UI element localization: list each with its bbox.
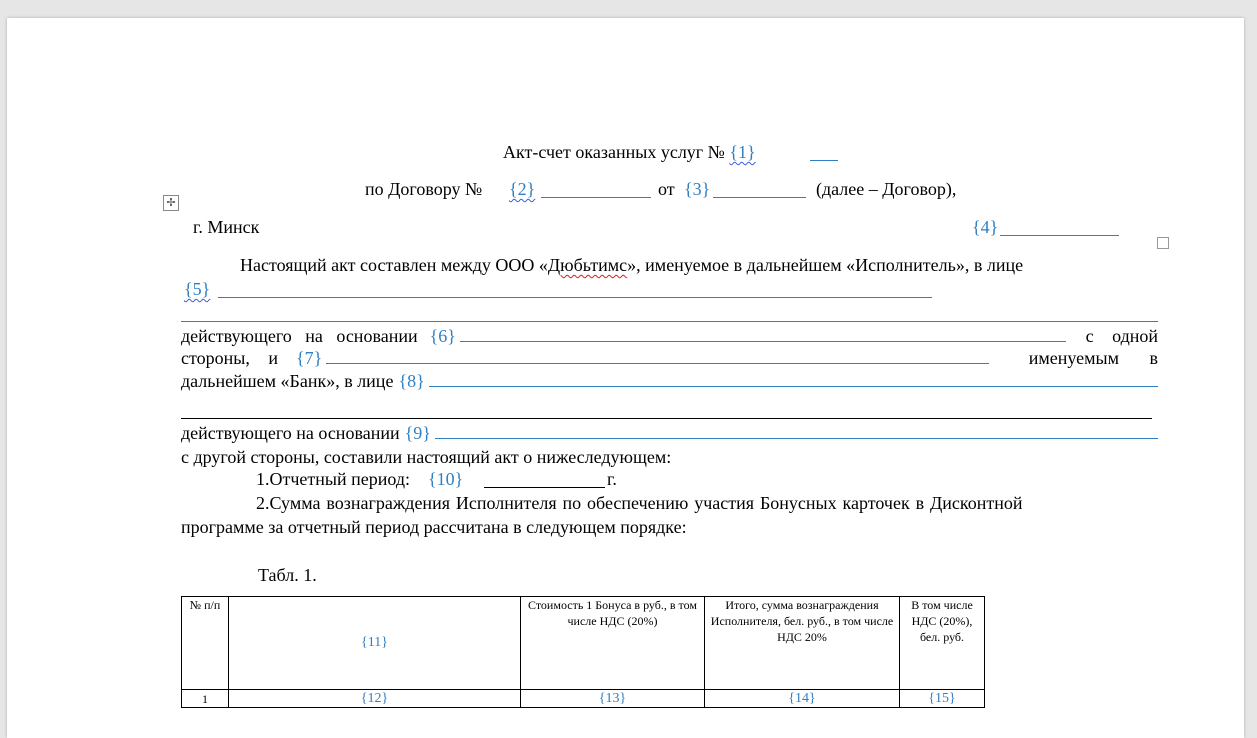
cell-field-12[interactable]: {12} [229, 690, 521, 708]
table-caption: Табл. 1. [258, 565, 317, 585]
field-6-line [460, 326, 1066, 342]
para1-line1 [240, 254, 1023, 276]
contract-suffix: (далее – Договор), [816, 179, 957, 199]
item1-label: 1.Отчетный период: [256, 469, 411, 489]
field-8[interactable]: {8} [398, 371, 425, 391]
field-7[interactable]: {7} [295, 348, 323, 368]
cell-field-15[interactable]: {15} [900, 690, 985, 708]
field-10[interactable]: {10} [428, 469, 464, 489]
field-9-line [435, 423, 1158, 439]
header-num: № п/п [182, 597, 229, 690]
field-1[interactable]: {1} [729, 142, 756, 162]
line7-suffix: именуемым в [1028, 348, 1158, 368]
field-1-line [810, 160, 838, 161]
line-8 [181, 370, 1158, 392]
header-total: Итого, сумма вознаграждения Исполнителя, бел. руб., в том числе НДС 20% [705, 597, 900, 690]
contract-label: по Договору № [365, 179, 483, 199]
field-4[interactable]: {4} [972, 217, 999, 237]
item2-line1: 2.Сумма вознаграждения Исполнителя по обеспечению участия Бонусных карточек в Дисконтной [256, 493, 1023, 513]
cell-marker-icon [1157, 237, 1169, 249]
title-text: Акт-счет оказанных услуг № [503, 142, 725, 162]
line7-prefix: стороны, и [181, 348, 278, 368]
table-header-row [182, 597, 985, 690]
table-row [182, 690, 985, 708]
city-name: г. Минск [193, 217, 260, 237]
field-2[interactable]: {2} [509, 179, 536, 199]
para1-text-b: », именуемое в дальнейшем «Исполнитель», в лице [627, 255, 1024, 275]
field-6[interactable]: {6} [429, 326, 456, 346]
line-7 [181, 347, 1158, 369]
bonus-table [181, 596, 985, 708]
field-9[interactable]: {9} [404, 423, 431, 443]
field-8-line [429, 371, 1158, 387]
field-4-line [1000, 235, 1119, 236]
line6-prefix: действующего на основании [181, 326, 418, 346]
item2-line2: программе за отчетный период рассчитана в следующем порядке: [181, 517, 687, 537]
field-2-line [541, 197, 651, 198]
field-5-line-2 [181, 321, 1158, 322]
line8-prefix: дальнейшем «Банк», в лице [181, 371, 394, 391]
other-side-line: с другой стороны, составили настоящий акт о нижеследующем: [181, 447, 672, 467]
line-6 [181, 325, 1158, 347]
cell-num: 1 [182, 690, 229, 708]
header-field-11[interactable]: {11} [229, 597, 521, 690]
item1-suffix: г. [607, 469, 617, 489]
field-5-line [218, 297, 932, 298]
field-3-line [713, 197, 806, 198]
field-5[interactable]: {5} [184, 279, 211, 299]
header-vat: В том числе НДС (20%), бел. руб. [900, 597, 985, 690]
field-7-line [326, 348, 988, 364]
line9-prefix: действующего на основании [181, 423, 400, 443]
header-bonus-cost: Стоимость 1 Бонуса в руб., в том числе НДС (20%) [521, 597, 705, 690]
cell-field-14[interactable]: {14} [705, 690, 900, 708]
para1-text-a: Настоящий акт составлен между ООО « [240, 255, 548, 275]
field-3[interactable]: {3} [684, 179, 711, 199]
cell-field-13[interactable]: {13} [521, 690, 705, 708]
company-name: Дюбьтимс [547, 255, 628, 275]
line6-suffix: с одной [1085, 326, 1158, 346]
contract-ot: от [658, 179, 675, 199]
field-10-line [484, 487, 605, 488]
table-move-handle-icon[interactable]: ✢ [163, 195, 179, 211]
line-9 [181, 422, 1158, 444]
separator-line [181, 418, 1152, 419]
document-title [503, 141, 756, 163]
